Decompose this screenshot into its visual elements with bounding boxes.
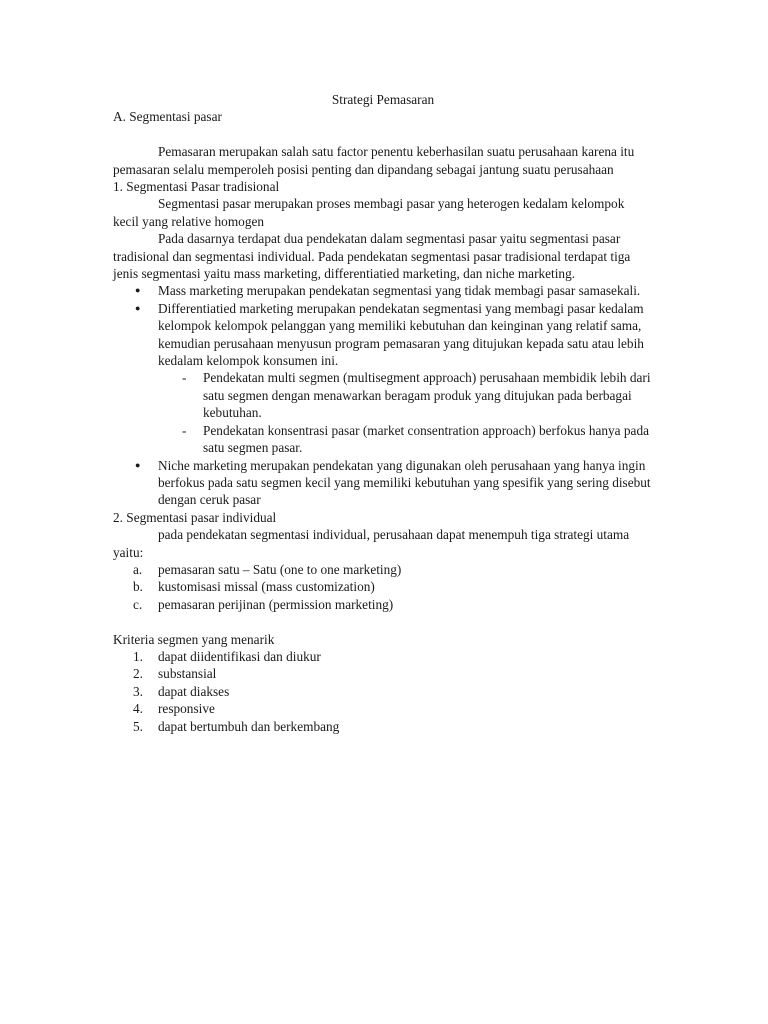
sub2-heading: 2. Segmentasi pasar individual: [113, 509, 277, 525]
criteria-item-text: responsive: [158, 701, 215, 717]
alpha-item-text: pemasaran satu – Satu (one to one marketing): [158, 561, 402, 577]
criteria-marker: 1.: [133, 648, 143, 664]
criteria-marker: 2.: [133, 666, 143, 682]
dash-marker: -: [182, 422, 187, 438]
criteria-item: [113, 718, 653, 735]
criteria-item: [113, 665, 653, 682]
dash-item-multisegment: [113, 369, 653, 421]
intro-paragraph: Pemasaran merupakan salah satu factor penentu keberhasilan suatu perusahaan karena itu pemasaran selalu memperoleh posisi penting dan dipandang sebagai jantung suatu perusahaan: [113, 144, 635, 177]
dash-item-text: Pendekatan konsentrasi pasar (market consentration approach) berfokus hanya pada satu segmen pasar.: [203, 422, 650, 456]
criteria-list: [113, 648, 653, 735]
alpha-item: [113, 561, 653, 578]
alpha-list: [113, 561, 653, 613]
criteria-item-text: dapat diidentifikasi dan diukur: [158, 648, 321, 664]
bullet-item-niche-marketing: ● Niche marketing merupakan pendekatan yang digunakan oleh perusahaan yang hanya ingin berfokus pada satu segmen kecil yang memiliki kebutuhan yang spesifik yang sering disebut dengan ceruk pasar: [113, 457, 653, 509]
criteria-item: [113, 683, 653, 700]
sub2-paragraph: pada pendekatan segmentasi individual, perusahaan dapat menempuh tiga strategi utama yaitu:: [113, 527, 630, 560]
dash-list: [113, 369, 653, 456]
dash-item-concentration: [113, 422, 653, 457]
bullet-item-text: Differentiatied marketing merupakan pendekatan segmentasi yang membagi pasar kedalam kelompok kelompok pelanggan yang memiliki kebutuhan dan keinginan yang relatif sama, kemudian perusahaan menyusun program pemasaran yang ditujukan kepada satu atau lebih kedalam kelompok konsumen ini.: [158, 300, 644, 369]
alpha-item-text: pemasaran perijinan (permission marketing): [158, 596, 394, 612]
criteria-item: [113, 648, 653, 665]
alpha-marker: a.: [133, 561, 143, 577]
bullet-item-differentiated-marketing: [113, 300, 653, 457]
bullet-item-mass-marketing: ● Mass marketing merupakan pendekatan segmentasi yang tidak membagi pasar samasekali.: [113, 282, 653, 299]
criteria-marker: 5.: [133, 718, 143, 734]
sub1-paragraph-2: Pada dasarnya terdapat dua pendekatan dalam segmentasi pasar yaitu segmentasi pasar tradisional dan segmentasi individual. Pada pendekatan segmentasi pasar tradisional terdapat tiga jenis segmentasi yaitu mass marketing, differentiatied marketing, dan niche marketing.: [113, 231, 631, 282]
bullet-list: [113, 282, 653, 508]
criteria-item: [113, 700, 653, 717]
section-a-heading: A. Segmentasi pasar: [113, 109, 222, 125]
alpha-item: [113, 596, 653, 613]
blank-line: [113, 613, 653, 630]
alpha-marker: c.: [133, 596, 143, 612]
page-title: Strategi Pemasaran: [331, 92, 435, 107]
criteria-item-text: dapat bertumbuh dan berkembang: [158, 718, 340, 734]
criteria-item-text: substansial: [158, 666, 217, 682]
sub1-paragraph-1: Segmentasi pasar merupakan proses membagi pasar yang heterogen kedalam kelompok kecil yang relative homogen: [113, 196, 625, 229]
criteria-marker: 4.: [133, 701, 143, 717]
alpha-marker: b.: [133, 579, 143, 595]
blank-line: [113, 126, 653, 143]
criteria-item-text: dapat diakses: [158, 683, 230, 699]
criteria-marker: 3.: [133, 683, 143, 699]
document-page: [113, 91, 653, 735]
criteria-heading: Kriteria segmen yang menarik: [113, 631, 275, 647]
alpha-item-text: kustomisasi missal (mass customization): [158, 579, 375, 595]
alpha-item: [113, 578, 653, 595]
dash-item-text: Pendekatan multi segmen (multisegment approach) perusahaan membidik lebih dari satu segmen dengan menawarkan beragam produk yang ditujukan pada berbagai kebutuhan.: [203, 370, 651, 421]
dash-marker: -: [182, 370, 187, 386]
sub1-heading: 1. Segmentasi Pasar tradisional: [113, 179, 280, 195]
